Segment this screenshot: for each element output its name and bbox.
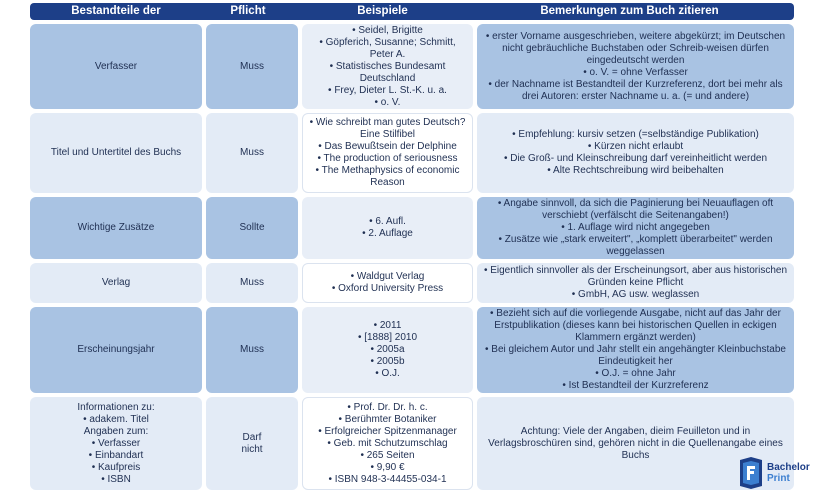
- book-icon: [738, 456, 764, 490]
- example-item: • Statistisches Bundesamt Deutschland: [329, 60, 446, 84]
- citation-table: [30, 3, 794, 494]
- row-examples: [302, 197, 473, 259]
- row-required: Muss: [206, 113, 298, 193]
- row-component: [30, 397, 202, 490]
- note-item: • Zusätze wie „stark erweitert", „komplett überarbeitet" werden weggelassen: [498, 234, 773, 257]
- row-notes: [477, 307, 794, 393]
- header-notes: Bemerkungen zum Buch zitieren: [540, 5, 719, 17]
- logo-line: Bachelor: [767, 462, 810, 473]
- note-item: • Angabe sinnvoll, da sich die Paginierung bei Neuauflagen oft verschiebt (verfälscht die Seitenangaben!): [497, 198, 774, 221]
- note-item: • Kürzen nicht erlaubt: [587, 141, 684, 152]
- table-row: [30, 307, 794, 393]
- example-item: • Prof. Dr. Dr. h. c.: [347, 401, 428, 413]
- example-item: • 2005a: [370, 344, 405, 355]
- example-item: • o. V.: [374, 96, 401, 108]
- example-item: • Erfolgreicher Spitzenmanager: [318, 425, 457, 437]
- table-row: [30, 263, 794, 303]
- row-examples: [302, 113, 473, 193]
- note-item: • Alte Rechtschreibung wird beibehalten: [547, 165, 724, 176]
- row-required: Muss: [206, 263, 298, 303]
- example-item: • Wie schreibt man gutes Deutsch? Eine Stilfibel: [309, 117, 466, 140]
- row-component: Verfasser: [30, 24, 202, 109]
- required-line: Darf: [242, 431, 262, 443]
- row-examples: [302, 307, 473, 393]
- example-item: • Geb. mit Schutzumschlag: [327, 437, 448, 449]
- example-item: • O.J.: [375, 368, 400, 379]
- row-notes: [477, 263, 794, 303]
- component-line: • adakem. Titel: [83, 413, 149, 425]
- example-item: • Seidel, Brigitte: [352, 24, 423, 36]
- example-item: • 2011: [373, 320, 402, 331]
- example-item: • [1888] 2010: [357, 332, 418, 343]
- note-item: • Bezieht sich auf die vorliegende Ausgabe, nicht auf das Jahr der Erstpublikation (dieses kann bei historischen Quellen in eckigen Klammern ergänzt werden): [490, 308, 781, 343]
- example-item: • Frey, Dieter L. St.-K. u. a.: [328, 84, 447, 96]
- logo-text: [767, 462, 810, 484]
- row-notes: [477, 113, 794, 193]
- note-item: • Eigentlich sinnvoller als der Erscheinungsort, aber aus historischen Gründen keine Pflicht: [483, 265, 788, 288]
- example-item: • Oxford University Press: [331, 283, 444, 294]
- example-item: • 265 Seiten: [360, 449, 415, 461]
- row-component: Wichtige Zusätze: [30, 197, 202, 259]
- component-line: Informationen zu:: [77, 401, 155, 413]
- component-line: • ISBN: [101, 473, 131, 485]
- example-item: • 6. Aufl.: [369, 216, 406, 227]
- row-examples: [302, 24, 473, 109]
- note-item: Achtung: Viele der Angaben, dieim Feuilleton und in Verlagsbroschüren sind, gehören nicht in die Quellenangabe eines Buchs: [488, 425, 783, 461]
- example-item: • 9,90 €: [370, 461, 405, 473]
- row-required: [206, 397, 298, 490]
- example-item: • 2. Auflage: [362, 228, 413, 239]
- note-item: • der Nachname ist Bestandteil der Kurzreferenz, dort bei mehr als drei Autoren: erster Nachname u. a. (= und andere): [488, 78, 783, 102]
- header-component: Bestandteile der: [71, 5, 161, 17]
- header-required: Pflicht: [230, 5, 266, 17]
- note-item: • erster Vorname ausgeschrieben, weitere abgekürzt; im Deutschen nicht gebräuchliche Buchstaben oder Schreib-weisen dürfen eingedeutscht werden: [485, 30, 786, 66]
- row-required: Sollte: [206, 197, 298, 259]
- example-item: • Göpferich, Susanne; Schmitt, Peter A.: [319, 36, 456, 60]
- note-item: • 1. Auflage wird nicht angegeben: [561, 222, 710, 233]
- note-item: • O.J. = ohne Jahr: [595, 368, 676, 379]
- row-required: Muss: [206, 24, 298, 109]
- table-row: [30, 397, 794, 490]
- required-line: nicht: [241, 443, 263, 455]
- component-line: • Kaufpreis: [91, 461, 141, 473]
- row-notes: [477, 24, 794, 109]
- note-item: • Ist Bestandteil der Kurzreferenz: [562, 380, 709, 391]
- row-component: Titel und Untertitel des Buchs: [30, 113, 202, 193]
- note-item: • o. V. = ohne Verfasser: [583, 66, 688, 78]
- note-item: • Bei gleichem Autor und Jahr stellt ein angehängter Kleinbuchstabe Eindeutigkeit her: [485, 344, 786, 367]
- example-item: • ISBN 948-3-44455-034-1: [328, 473, 447, 485]
- note-item: • Empfehlung: kursiv setzen (=selbständige Publikation): [512, 129, 759, 140]
- row-required: Muss: [206, 307, 298, 393]
- example-item: • Waldgut Verlag: [350, 271, 425, 282]
- row-examples: [302, 263, 473, 303]
- logo-line: Print: [767, 473, 790, 484]
- row-component: Erscheinungsjahr: [30, 307, 202, 393]
- row-notes: [477, 197, 794, 259]
- example-item: • Berühmter Botaniker: [338, 413, 437, 425]
- table-row: [30, 113, 794, 193]
- component-line: • Verfasser: [91, 437, 141, 449]
- table-row: [30, 197, 794, 259]
- example-item: • The production of seriousness: [317, 153, 458, 164]
- bachelorprint-logo: [738, 453, 818, 493]
- example-item: • 2005b: [370, 356, 405, 367]
- header-examples: Beispiele: [357, 5, 408, 17]
- row-component: Verlag: [30, 263, 202, 303]
- example-item: • The Methaphysics of economic Reason: [315, 165, 460, 188]
- component-line: Angaben zum:: [83, 425, 149, 437]
- component-line: • Einbandart: [88, 449, 144, 461]
- note-item: • Die Groß- und Kleinschreibung darf vereinheitlicht werden: [503, 153, 768, 164]
- table-row: [30, 24, 794, 109]
- example-item: • Das Bewußtsein der Delphine: [318, 141, 457, 152]
- table-header: [30, 3, 794, 20]
- note-item: • GmbH, AG usw. weglassen: [571, 289, 700, 300]
- row-examples: [302, 397, 473, 490]
